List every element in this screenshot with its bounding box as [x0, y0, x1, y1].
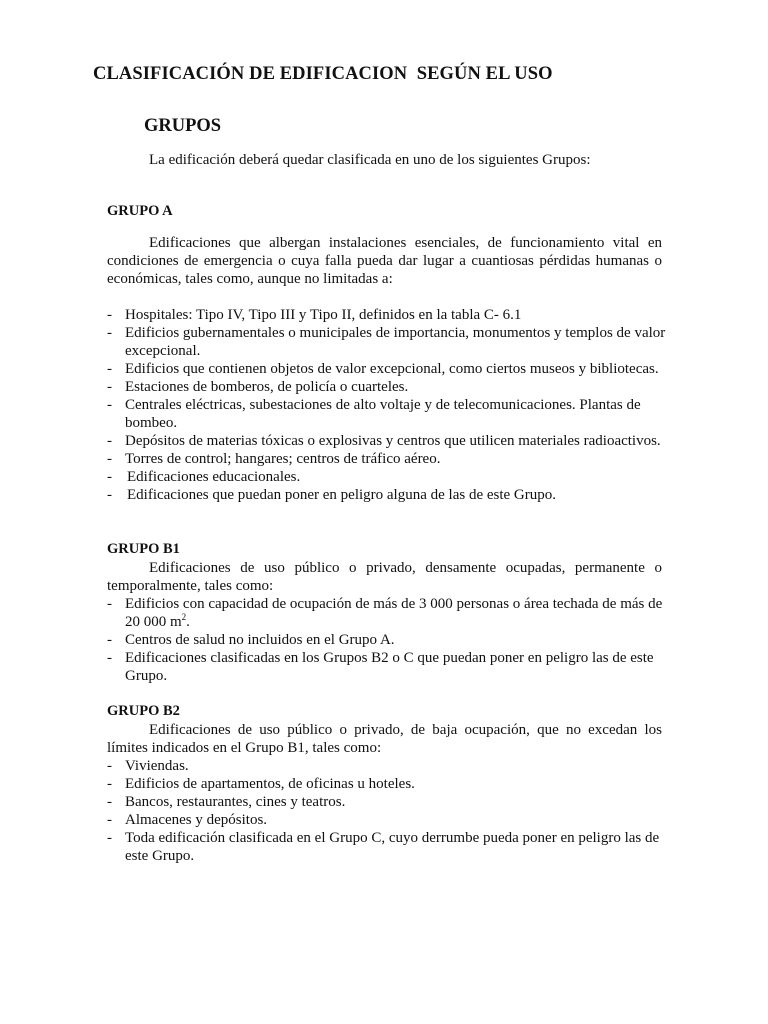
list-item: - Bancos, restaurantes, cines y teatros.	[107, 794, 346, 810]
group-b2-description: Edificaciones de uso público o privado, de baja ocupación, que no excedan los límites indicados en el Grupo B1, tales como:	[107, 722, 662, 756]
group-a-heading: GRUPO A	[107, 203, 173, 219]
group-b1-description: Edificaciones de uso público o privado, densamente ocupadas, permanente o temporalmente, tales como:	[107, 560, 662, 594]
list-dash: -	[107, 596, 112, 612]
list-dash: -	[107, 487, 112, 503]
list-item: - Hospitales: Tipo IV, Tipo III y Tipo II, definidos en la tabla C- 6.1	[107, 307, 522, 323]
list-item: - Viviendas.	[107, 758, 189, 774]
list-item: - Centros de salud no incluidos en el Grupo A.	[107, 632, 395, 648]
list-item: - Toda edificación clasificada en el Grupo C, cuyo derrumbe pueda poner en peligro las de este Grupo.	[107, 830, 660, 864]
list-dash: -	[107, 830, 112, 846]
list-dash: -	[107, 650, 112, 666]
list-dash: -	[107, 812, 112, 828]
document-title: CLASIFICACIÓN DE EDIFICACION SEGÚN EL USO	[93, 64, 553, 84]
group-a-description: Edificaciones que albergan instalaciones esenciales, de funcionamiento vital en condiciones de emergencia o cuya falla pueda dar lugar a cuantiosas pérdidas humanas o económicas, tales como, aunque no limitadas a:	[107, 235, 662, 287]
list-dash: -	[107, 433, 112, 449]
list-item: - Edificaciones que puedan poner en peligro alguna de las de este Grupo.	[107, 487, 557, 503]
list-item: - Edificios gubernamentales o municipales de importancia, monumentos y templos de valor excepcional.	[107, 325, 666, 359]
list-item: - Centrales eléctricas, subestaciones de alto voltaje y de telecomunicaciones. Plantas de bombeo.	[107, 397, 641, 431]
list-item: - Depósitos de materias tóxicas o explosivas y centros que utilicen materiales radioactivos.	[107, 433, 661, 449]
list-dash: -	[107, 361, 112, 377]
group-a-list	[107, 306, 667, 504]
group-b2-list	[107, 757, 667, 865]
list-item: - Edificios con capacidad de ocupación de más de 3 000 personas o área techada de más de 20 000 $m^2$.	[107, 596, 663, 630]
list-dash: -	[107, 307, 112, 323]
list-dash: -	[107, 379, 112, 395]
list-dash: -	[107, 794, 112, 810]
list-dash: -	[107, 451, 112, 467]
list-dash: -	[107, 325, 112, 341]
intro-paragraph: La edificación deberá quedar clasificada en uno de los siguientes Grupos:	[149, 152, 591, 168]
group-b1-list	[107, 595, 667, 685]
list-item: - Edificios de apartamentos, de oficinas u hoteles.	[107, 776, 415, 792]
list-item: - Edificaciones clasificadas en los Grupos B2 o C que puedan poner en peligro las de este Grupo.	[107, 650, 654, 684]
group-b1-heading: GRUPO B1	[107, 541, 180, 557]
list-dash: -	[107, 397, 112, 413]
list-dash: -	[107, 776, 112, 792]
list-dash: -	[107, 758, 112, 774]
list-item: - Almacenes y depósitos.	[107, 812, 268, 828]
list-item: - Torres de control; hangares; centros de tráfico aéreo.	[107, 451, 441, 467]
list-item: - Estaciones de bomberos, de policía o cuarteles.	[107, 379, 409, 395]
list-dash: -	[107, 632, 112, 648]
group-b2-heading: GRUPO B2	[107, 703, 180, 719]
list-dash: -	[107, 469, 112, 485]
list-item: - Edificaciones educacionales.	[107, 469, 301, 485]
section-heading-grupos: GRUPOS	[144, 116, 222, 136]
list-item: - Edificios que contienen objetos de valor excepcional, como ciertos museos y bibliotecas.	[107, 361, 659, 377]
